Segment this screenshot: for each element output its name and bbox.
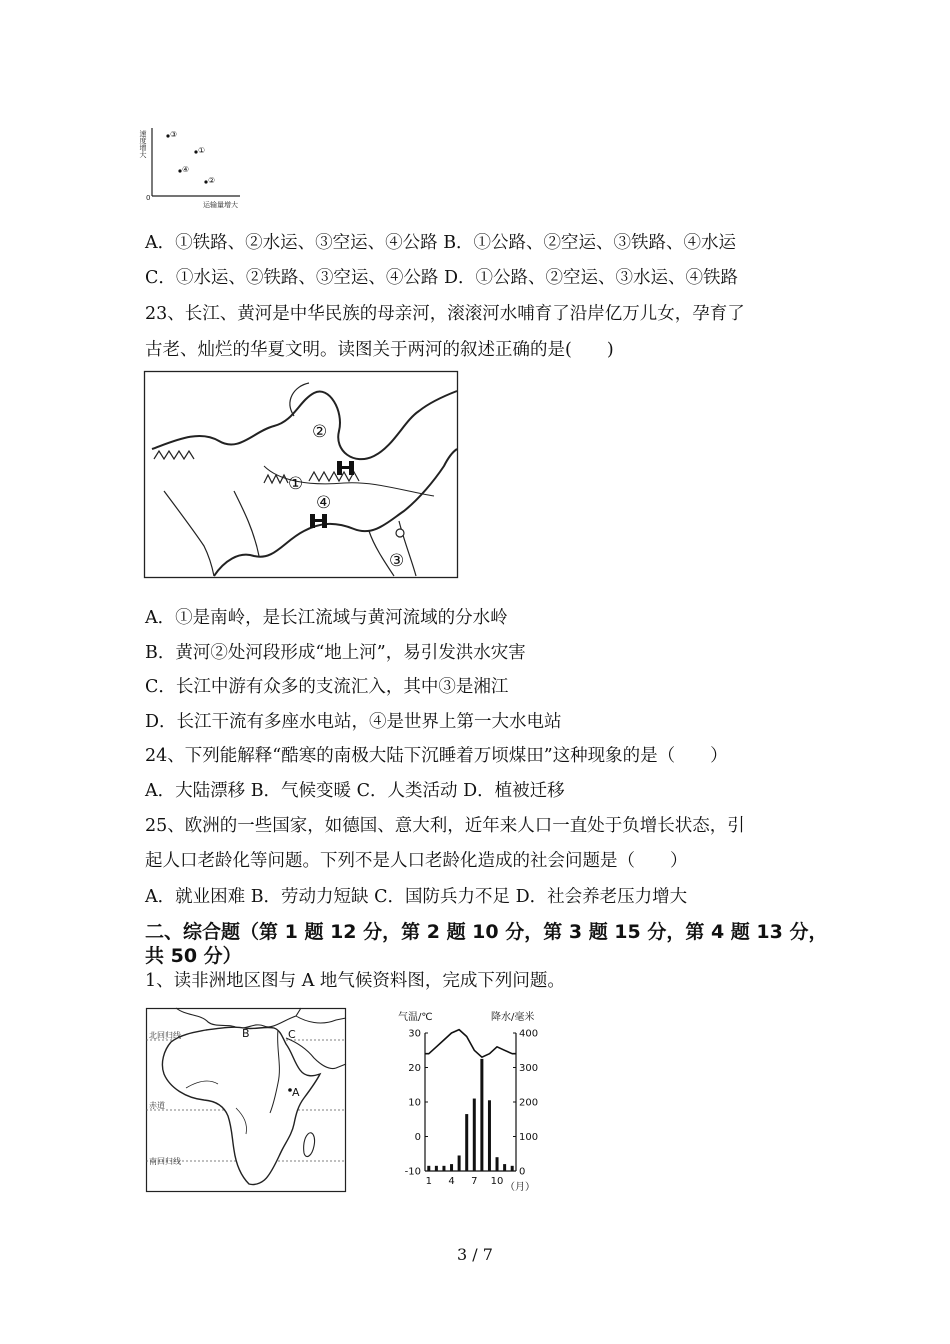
chart-precip-bar: [450, 1164, 453, 1171]
chart-precip-bar: [511, 1166, 514, 1171]
scatter-label-1: ①: [198, 146, 206, 155]
chart-precip-bar: [488, 1100, 491, 1171]
africa-map-equator: 赤道: [149, 1101, 165, 1110]
q23-option-a: A．①是南岭，是长江流域与黄河流域的分水岭: [145, 608, 508, 628]
chart-left-title: 气温/℃: [398, 1012, 433, 1023]
chart-precip-bar: [465, 1114, 468, 1171]
scatter-origin: 0: [146, 194, 151, 202]
chart-temperature-line: [425, 1030, 516, 1058]
africa-map-label-b: B: [242, 1027, 250, 1040]
rivers-map-label-2: ②: [312, 422, 328, 442]
chart-right-tick-label: 100: [519, 1132, 539, 1143]
q24-options: A．大陆漂移 B．气候变暖 C．人类活动 D．植被迁移: [145, 781, 565, 801]
rivers-map-label-3: ③: [389, 551, 405, 571]
chart-left-tick-label: 30: [408, 1028, 421, 1040]
chart-right-tick-label: 200: [519, 1097, 539, 1109]
q1-stem: 1、读非洲地区图与 A 地气候资料图，完成下列问题。: [145, 971, 565, 991]
chart-x-tick-label: 10: [490, 1176, 504, 1187]
q24-stem: 24、下列能解释“酷寒的南极大陆下沉睡着万顷煤田”这种现象的是（ ）: [145, 746, 728, 766]
africa-map-label-a: A: [292, 1086, 300, 1099]
q25-options: A．就业困难 B．劳动力短缺 C．国防兵力不足 D．社会养老压力增大: [145, 887, 688, 907]
q22-option-line-1: A．①铁路、②水运、③空运、④公路 B．①公路、②空运、③铁路、④水运: [145, 233, 737, 253]
rivers-map-label-1: ①: [288, 474, 304, 494]
page-number: 3 / 7: [457, 1245, 493, 1264]
chart-precip-bar: [480, 1059, 483, 1171]
q22-option-line-2: C．①水运、②铁路、③空运、④公路 D．①公路、②空运、③水运、④铁路: [145, 268, 738, 288]
section-2-title-line-2: 共 50 分）: [145, 945, 242, 967]
chart-right-tick-label: 400: [519, 1028, 539, 1040]
chart-x-tick-label: 4: [448, 1176, 455, 1187]
chart-left-tick-label: -10: [404, 1166, 421, 1178]
chart-x-tick-label: 1: [425, 1176, 432, 1187]
q23-option-b: B．黄河②处河段形成“地上河”，易引发洪水灾害: [145, 643, 526, 663]
chart-precip-bar: [473, 1099, 476, 1171]
chart-x-tick-label: 7: [471, 1176, 478, 1187]
chart-left-tick-label: 0: [414, 1132, 421, 1143]
q25-stem-line-2: 起人口老龄化等问题。下列不是人口老龄化造成的社会问题是（ ）: [145, 851, 688, 871]
chart-x-unit: （月）: [505, 1182, 535, 1193]
africa-map-tropic-south: 南回归线: [149, 1157, 181, 1166]
chart-precip-bar: [503, 1164, 506, 1171]
chart-left-tick-label: 20: [408, 1063, 421, 1074]
q23-option-c: C．长江中游有众多的支流汇入，其中③是湘江: [145, 677, 509, 697]
q23-stem-line-1: 23、长江、黄河是中华民族的母亲河，滚滚河水哺育了沿岸亿万儿女，孕育了: [145, 304, 745, 324]
chart-right-tick-label: 300: [519, 1063, 539, 1074]
africa-map-label-c: C: [288, 1028, 296, 1041]
chart-precip-bar: [435, 1166, 438, 1171]
climate-chart: [393, 1008, 553, 1198]
chart-right-title: 降水/毫米: [491, 1012, 535, 1023]
q23-stem-line-2: 古老、灿烂的华夏文明。读图关于两河的叙述正确的是( ): [145, 340, 614, 360]
scatter-x-label: 运输量增大: [203, 201, 238, 209]
rivers-map-label-4: ④: [316, 493, 332, 513]
section-2-title-line-1: 二、综合题（第 1 题 12 分，第 2 题 10 分，第 3 题 15 分，第 4 题 13 分，: [145, 921, 828, 943]
africa-map-figure: [146, 1008, 346, 1192]
scatter-label-3: ③: [170, 130, 178, 139]
q23-option-d: D．长江干流有多座水电站，④是世界上第一大水电站: [145, 712, 562, 732]
scatter-y-label: 速度增大: [139, 130, 147, 158]
transport-scatter-figure: [140, 120, 250, 210]
chart-right-tick-label: 0: [519, 1166, 526, 1178]
chart-precip-bar: [442, 1166, 445, 1171]
rivers-map-figure: [144, 371, 458, 579]
chart-precip-bar: [458, 1155, 461, 1171]
scatter-label-2: ②: [208, 176, 216, 185]
chart-precip-bar: [496, 1157, 499, 1171]
scatter-label-4: ④: [182, 165, 190, 174]
q25-stem-line-1: 25、欧洲的一些国家，如德国、意大利，近年来人口一直处于负增长状态，引: [145, 816, 745, 836]
chart-precip-bar: [427, 1166, 430, 1171]
chart-left-tick-label: 10: [408, 1097, 421, 1109]
africa-map-tropic-north: 北回归线: [149, 1031, 181, 1040]
